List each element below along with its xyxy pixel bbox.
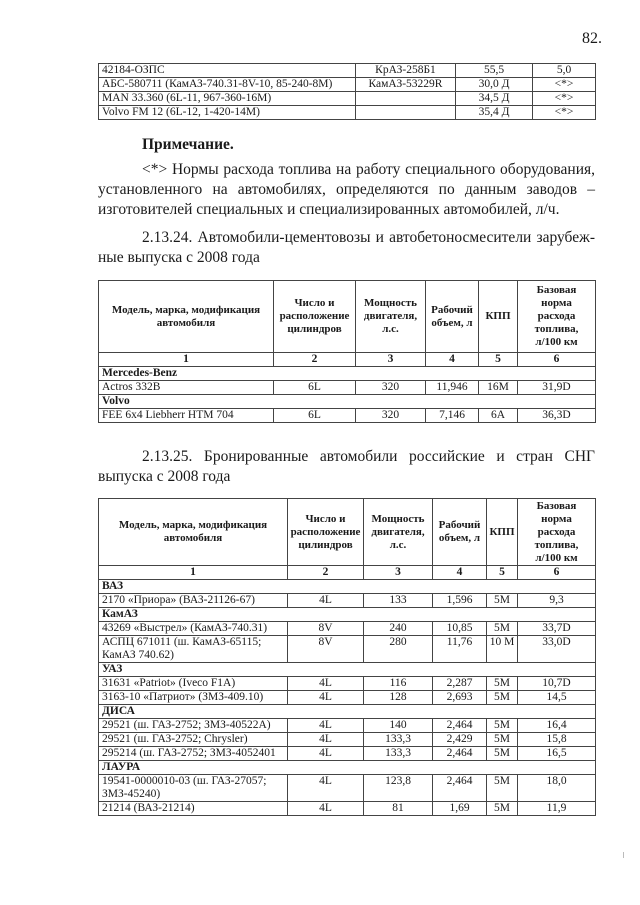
special-cell: <*> (533, 92, 596, 106)
header-power: Мощность двигателя, л.с. (356, 281, 426, 353)
section-heading-2-13-24: 2.13.24. Автомобили-цементовозы и автобетоносмесители зарубеж-ные выпуска с 2008 года (98, 229, 595, 266)
cylinders-cell: 4L (288, 691, 364, 705)
chassis-cell (356, 92, 456, 106)
value-cell: 55,5 (456, 64, 533, 78)
chassis-cell: КрАЗ-258Б1 (356, 64, 456, 78)
norm-cell: 11,9 (518, 802, 596, 816)
section-heading-2-13-25: 2.13.25. Бронированные автомобили российские и стран СНГ выпуска с 2008 года (98, 448, 595, 485)
norm-cell: 36,3D (518, 409, 596, 423)
volume-cell: 1,69 (433, 802, 487, 816)
group-row (99, 705, 596, 719)
volume-cell: 2,287 (433, 677, 487, 691)
norm-cell: 16,5 (518, 747, 596, 761)
note-title: Примечание. (142, 136, 234, 153)
table-row (99, 381, 596, 395)
table-row (99, 802, 596, 816)
header-kpp: КПП (487, 499, 518, 566)
table-row (99, 719, 596, 733)
cylinders-cell: 4L (288, 719, 364, 733)
kpp-cell: 5M (487, 622, 518, 636)
norm-cell: 15,8 (518, 733, 596, 747)
header-row (99, 499, 596, 566)
model-cell: 43269 «Выстрел» (КамАЗ-740.31) (99, 622, 288, 636)
column-number: 4 (433, 566, 487, 580)
table-row (99, 106, 596, 120)
table-row (99, 636, 596, 663)
scan-artifact-mark (623, 852, 624, 858)
group-row (99, 395, 596, 409)
table-row (99, 594, 596, 608)
cylinders-cell: 4L (288, 747, 364, 761)
header-power: Мощность двигателя, л.с. (364, 499, 433, 566)
table-row (99, 64, 596, 78)
norm-cell: 14,5 (518, 691, 596, 705)
chassis-cell: КамАЗ-53229R (356, 78, 456, 92)
column-number: 4 (426, 353, 479, 367)
power-cell: 320 (356, 409, 426, 423)
armored-vehicles-table (98, 498, 596, 816)
model-cell: 29521 (ш. ГАЗ-2752; Chrysler) (99, 733, 288, 747)
cylinders-cell: 4L (288, 802, 364, 816)
value-cell: 30,0 Д (456, 78, 533, 92)
cylinders-cell: 4L (288, 733, 364, 747)
kpp-cell: 5M (487, 733, 518, 747)
column-number: 5 (479, 353, 518, 367)
header-cylinders: Число и расположение цилиндров (288, 499, 364, 566)
cement-trucks-table (98, 280, 596, 423)
kpp-cell: 10 M (487, 636, 518, 663)
power-cell: 133,3 (364, 733, 433, 747)
power-cell: 123,8 (364, 775, 433, 802)
norm-cell: 9,3 (518, 594, 596, 608)
volume-cell: 10,85 (433, 622, 487, 636)
special-cell: 5,0 (533, 64, 596, 78)
power-cell: 116 (364, 677, 433, 691)
column-number: 1 (99, 566, 288, 580)
norm-cell: 18,0 (518, 775, 596, 802)
group-row (99, 367, 596, 381)
volume-cell: 2,429 (433, 733, 487, 747)
kpp-cell: 5M (487, 747, 518, 761)
group-name: ВАЗ (99, 580, 596, 594)
cylinders-cell: 4L (288, 594, 364, 608)
model-cell: Volvo FM 12 (6L-12, 1-420-14M) (99, 106, 356, 120)
model-cell: 3163-10 «Патриот» (ЗМЗ-409.10) (99, 691, 288, 705)
header-kpp: КПП (479, 281, 518, 353)
model-cell: FEE 6x4 Liebherr HTM 704 (99, 409, 274, 423)
volume-cell: 7,146 (426, 409, 479, 423)
cylinders-cell: 4L (288, 775, 364, 802)
model-cell: Actros 332B (99, 381, 274, 395)
group-row (99, 761, 596, 775)
table-row (99, 747, 596, 761)
volume-cell: 2,464 (433, 775, 487, 802)
header-volume: Рабочий объем, л (426, 281, 479, 353)
page-number: 82. (582, 30, 602, 47)
kpp-cell: 16M (479, 381, 518, 395)
model-cell: 295214 (ш. ГАЗ-2752; ЗМЗ-4052401 (99, 747, 288, 761)
model-cell: 21214 (ВАЗ-21214) (99, 802, 288, 816)
header-model: Модель, марка, модификация автомобиля (99, 281, 274, 353)
table-row (99, 775, 596, 802)
norm-cell: 31,9D (518, 381, 596, 395)
group-row (99, 580, 596, 594)
kpp-cell: 5M (487, 594, 518, 608)
group-row (99, 608, 596, 622)
column-number: 2 (288, 566, 364, 580)
volume-cell: 11,946 (426, 381, 479, 395)
header-cylinders: Число и расположение цилиндров (274, 281, 356, 353)
power-cell: 140 (364, 719, 433, 733)
group-name: УАЗ (99, 663, 596, 677)
table-row (99, 409, 596, 423)
table-row (99, 691, 596, 705)
norm-cell: 10,7D (518, 677, 596, 691)
column-number: 6 (518, 566, 596, 580)
model-cell: MAN 33.360 (6L-11, 967-360-16M) (99, 92, 356, 106)
cylinders-cell: 4L (288, 677, 364, 691)
table-row (99, 733, 596, 747)
norm-cell: 33,0D (518, 636, 596, 663)
model-cell: 2170 «Приора» (ВАЗ-21126-67) (99, 594, 288, 608)
power-cell: 133,3 (364, 747, 433, 761)
cylinders-cell: 6L (274, 381, 356, 395)
special-cell: <*> (533, 106, 596, 120)
kpp-cell: 6A (479, 409, 518, 423)
continuation-table (98, 63, 596, 120)
kpp-cell: 5M (487, 719, 518, 733)
group-name: КамАЗ (99, 608, 596, 622)
column-number-row (99, 353, 596, 367)
group-row (99, 663, 596, 677)
power-cell: 240 (364, 622, 433, 636)
volume-cell: 2,464 (433, 719, 487, 733)
column-number: 5 (487, 566, 518, 580)
group-name: ЛАУРА (99, 761, 596, 775)
column-number: 3 (356, 353, 426, 367)
special-cell: <*> (533, 78, 596, 92)
volume-cell: 2,693 (433, 691, 487, 705)
header-norm: Базовая норма расхода топлива, л/100 км (518, 499, 596, 566)
volume-cell: 2,464 (433, 747, 487, 761)
kpp-cell: 5M (487, 775, 518, 802)
power-cell: 128 (364, 691, 433, 705)
model-cell: АСПЦ 671011 (ш. КамАЗ-65115; КамАЗ 740.62) (99, 636, 288, 663)
volume-cell: 1,596 (433, 594, 487, 608)
cylinders-cell: 6L (274, 409, 356, 423)
kpp-cell: 5M (487, 677, 518, 691)
column-number: 6 (518, 353, 596, 367)
model-cell: 42184-ОЗПС (99, 64, 356, 78)
group-name: Mercedes-Benz (99, 367, 596, 381)
model-cell: 19541-0000010-03 (ш. ГАЗ-27057; ЗМЗ-45240) (99, 775, 288, 802)
power-cell: 280 (364, 636, 433, 663)
header-model: Модель, марка, модификация автомобиля (99, 499, 288, 566)
chassis-cell (356, 106, 456, 120)
column-number: 1 (99, 353, 274, 367)
value-cell: 35,4 Д (456, 106, 533, 120)
power-cell: 133 (364, 594, 433, 608)
power-cell: 320 (356, 381, 426, 395)
group-name: ДИСА (99, 705, 596, 719)
note-text: <*> Нормы расхода топлива на работу специального оборудования, установленного на автомобилях, определяются по данным заводов – изготовителей специальных и специализированных автомобилей, л/ч. (98, 161, 595, 218)
column-number: 2 (274, 353, 356, 367)
header-volume: Рабочий объем, л (433, 499, 487, 566)
model-cell: 31631 «Patriot» (Iveco F1A) (99, 677, 288, 691)
table-row (99, 78, 596, 92)
power-cell: 81 (364, 802, 433, 816)
table-row (99, 622, 596, 636)
column-number-row (99, 566, 596, 580)
table-row (99, 677, 596, 691)
header-row (99, 281, 596, 353)
cylinders-cell: 8V (288, 622, 364, 636)
column-number: 3 (364, 566, 433, 580)
norm-cell: 16,4 (518, 719, 596, 733)
model-cell: АБС-580711 (КамАЗ-740.31-8V-10, 85-240-8М) (99, 78, 356, 92)
model-cell: 29521 (ш. ГАЗ-2752; ЗМЗ-40522А) (99, 719, 288, 733)
header-norm: Базовая норма расхода топлива, л/100 км (518, 281, 596, 353)
kpp-cell: 5M (487, 802, 518, 816)
norm-cell: 33,7D (518, 622, 596, 636)
value-cell: 34,5 Д (456, 92, 533, 106)
table-row (99, 92, 596, 106)
kpp-cell: 5M (487, 691, 518, 705)
cylinders-cell: 8V (288, 636, 364, 663)
volume-cell: 11,76 (433, 636, 487, 663)
group-name: Volvo (99, 395, 596, 409)
